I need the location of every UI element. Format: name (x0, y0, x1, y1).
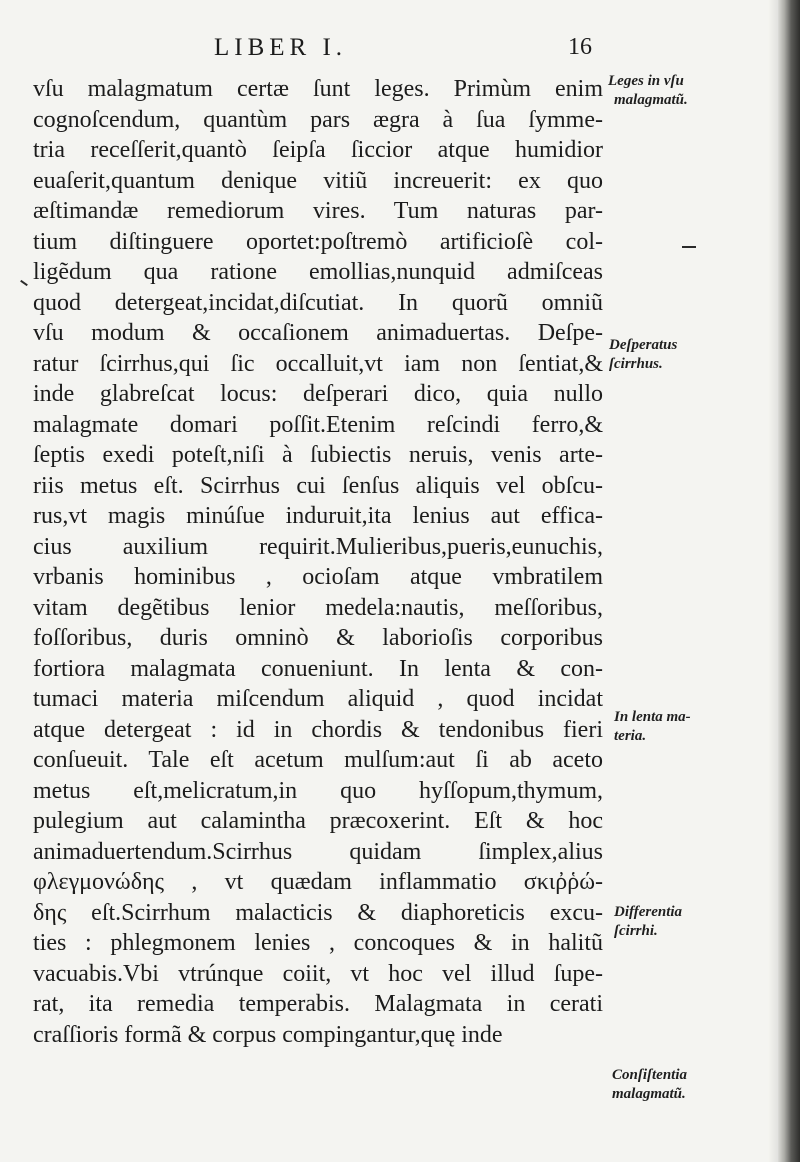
margin-note-differentia (614, 903, 682, 941)
text-line: rus,vt magis minúſue induruit,ita lenius aut effica- (33, 503, 603, 529)
text-line: vſu malagmatum certæ ſunt leges. Primùm enim (33, 76, 603, 102)
margin-note-line: Leges in vſu (608, 73, 684, 89)
text-line: vacuabis.Vbi vtrúnque coiit, vt hoc vel illud ſupe- (33, 960, 603, 987)
margin-note-line: teria. (614, 728, 647, 744)
text-line: riis metus eſt. Scirrhus cui ſenſus aliquis vel obſcu- (33, 472, 603, 499)
text-line: δης eſt.Scirrhum malacticis & diaphoreticis excu- (33, 899, 603, 926)
text-line: cius auxilium requirit.Mulieribus,pueris,eunuchis, (33, 533, 603, 560)
text-line: ligẽdum qua ratione emollias,nunquid admiſceas (33, 259, 603, 285)
margin-tick-mark (20, 280, 28, 286)
text-line: conſueuit. Tale eſt acetum mulſum:aut ſi ab aceto (33, 747, 603, 773)
margin-note-consistentia (612, 1066, 687, 1104)
page-edge (778, 0, 800, 1162)
text-line: ties : phlegmonem lenies , concoques & in halitũ (33, 930, 603, 956)
text-line: inde glabreſcat locus: deſperari dico, quia nullo (33, 381, 603, 407)
text-line: atque detergeat : id in chordis & tendonibus fieri (33, 716, 603, 743)
text-line: fortiora malagmata conueniunt. In lenta & con- (33, 655, 603, 682)
body-text (33, 74, 603, 1050)
margin-note-leges (608, 72, 688, 110)
margin-note-line: ſcirrhus. (609, 356, 663, 372)
text-line: pulegium aut calamintha præcoxerint. Eſt & hoc (33, 808, 603, 834)
text-line: ſeptis exedi poteſt,niſi à ſubiectis neruis, venis arte- (33, 442, 603, 468)
margin-note-line: ſcirrhi. (614, 923, 658, 939)
text-line: æſtimandæ remediorum vires. Tum naturas par- (33, 198, 603, 224)
text-line: animaduertendum.Scirrhus quidam ſimplex,alius (33, 838, 603, 865)
margin-note-line: Differentia (614, 904, 683, 920)
text-line: foſſoribus, duris omninò & laborioſis corporibus (33, 625, 603, 651)
text-line: tium diſtinguere oportet:poſtremò artificioſè col- (33, 228, 603, 255)
margin-note-line: malagmatũ. (612, 1086, 686, 1102)
page-header (0, 28, 800, 68)
gutter-shadow (768, 0, 778, 1162)
text-line: malagmate domari poſſit.Etenim reſcindi ferro,& (33, 411, 603, 438)
text-line: tria receſſerit,quantò ſeipſa ſiccior atque humidior (33, 137, 603, 163)
margin-note-line: In lenta ma- (614, 709, 691, 725)
margin-note-line: Deſperatus (609, 337, 678, 353)
page-number: 16 (568, 34, 592, 60)
text-line: vrbanis hominibus , ocioſam atque vmbratilem (33, 564, 603, 590)
text-line: vſu modum & occaſionem animaduertas. Deſpe- (33, 320, 603, 346)
text-line: ratur ſcirrhus,qui ſic occalluit,vt iam non ſentiat,& (33, 350, 603, 377)
margin-note-line: malagmatũ. (614, 92, 688, 108)
margin-dash (682, 246, 696, 248)
text-line: vitam degẽtibus lenior medela:nautis, meſſoribus, (33, 594, 603, 621)
margin-note-line: Conſiſtentia (612, 1067, 688, 1083)
text-line: euaſerit,quantum denique vitiũ increuerit: ex quo (33, 167, 603, 194)
text-line: cognoſcendum, quantùm pars ægra à ſua ſymme- (33, 106, 603, 133)
text-line: craſſioris formã & corpus compingantur,quę inde (33, 1021, 503, 1048)
running-head: LIBER I. (214, 34, 348, 61)
text-line: rat, ita remedia temperabis. Malagmata in cerati (33, 991, 603, 1017)
text-line: quod detergeat,incidat,diſcutiat. In quorũ omniũ (33, 289, 603, 316)
margin-note-lenta-materia (614, 708, 691, 746)
margin-note-desperatus (609, 336, 677, 374)
text-line: φλεγμονώδης , vt quædam inflammatio σκιῤῥώ- (33, 869, 603, 895)
text-line: metus eſt,melicratum,in quo hyſſopum,thymum, (33, 777, 603, 804)
text-line: tumaci materia miſcendum aliquid , quod incidat (33, 686, 603, 712)
